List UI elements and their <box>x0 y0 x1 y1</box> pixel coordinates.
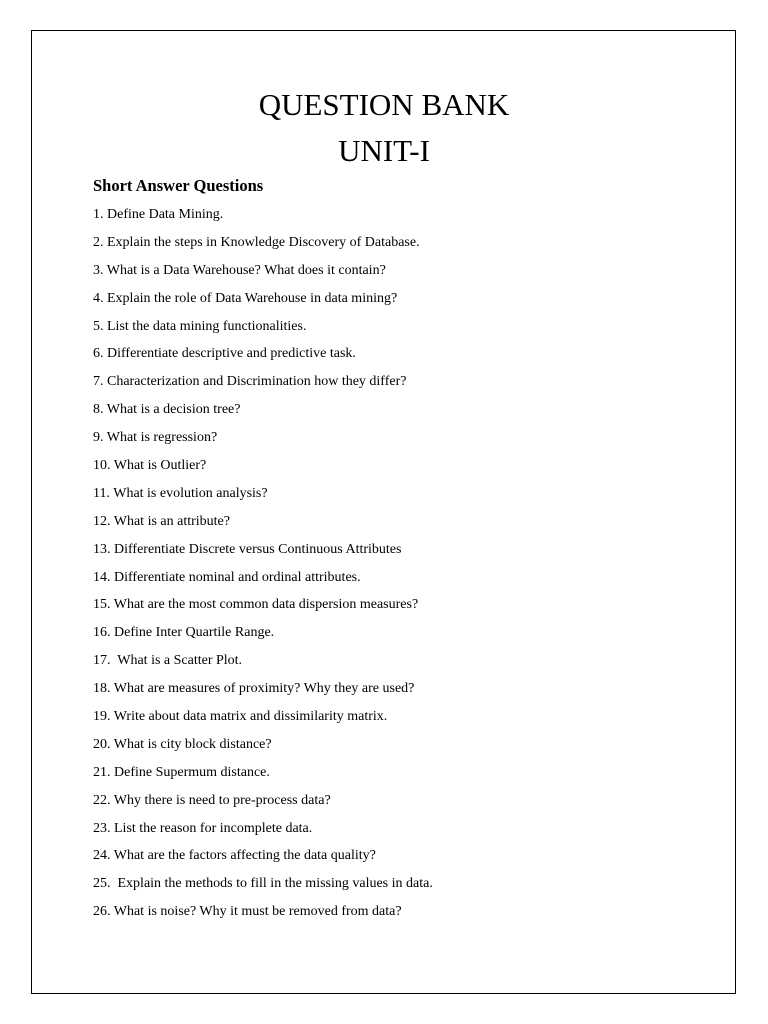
question-item: 24. What are the factors affecting the data quality? <box>93 848 376 864</box>
question-list <box>93 204 433 929</box>
question-item: 7. Characterization and Discrimination how they differ? <box>93 374 407 390</box>
section-heading: Short Answer Questions <box>93 176 264 195</box>
question-item: 10. What is Outlier? <box>93 458 207 474</box>
question-item: 8. What is a decision tree? <box>93 402 241 418</box>
question-item: 22. Why there is need to pre-process data? <box>93 792 331 808</box>
question-item: 4. Explain the role of Data Warehouse in data mining? <box>93 290 398 306</box>
question-item: 26. What is noise? Why it must be removed from data? <box>93 904 402 920</box>
question-item: 12. What is an attribute? <box>93 513 230 529</box>
question-item: 23. List the reason for incomplete data. <box>93 820 313 836</box>
question-item: 18. What are measures of proximity? Why they are used? <box>93 681 415 697</box>
question-item: 1. Define Data Mining. <box>93 207 224 222</box>
question-item: 2. Explain the steps in Knowledge Discovery of Database. <box>93 234 420 250</box>
question-item: 5. List the data mining functionalities. <box>93 318 307 334</box>
question-item: 17. What is a Scatter Plot. <box>93 653 243 669</box>
question-item: 25. Explain the methods to fill in the missing values in data. <box>93 876 433 892</box>
question-item: 20. What is city block distance? <box>93 736 272 752</box>
question-item: 16. Define Inter Quartile Range. <box>93 625 275 641</box>
question-item: 14. Differentiate nominal and ordinal attributes. <box>93 569 361 585</box>
question-item: 3. What is a Data Warehouse? What does it contain? <box>93 262 386 278</box>
question-item: 6. Differentiate descriptive and predictive task. <box>93 346 356 362</box>
question-item: 19. Write about data matrix and dissimilarity matrix. <box>93 709 388 725</box>
page-title: QUESTION BANK <box>258 87 510 122</box>
unit-title: UNIT-I <box>338 133 430 168</box>
question-item: 9. What is regression? <box>93 430 218 446</box>
question-item: 15. What are the most common data dispersion measures? <box>93 597 419 613</box>
question-item: 11. What is evolution analysis? <box>93 485 268 501</box>
question-item: 13. Differentiate Discrete versus Continuous Attributes <box>93 541 402 557</box>
question-item: 21. Define Supermum distance. <box>93 764 270 780</box>
